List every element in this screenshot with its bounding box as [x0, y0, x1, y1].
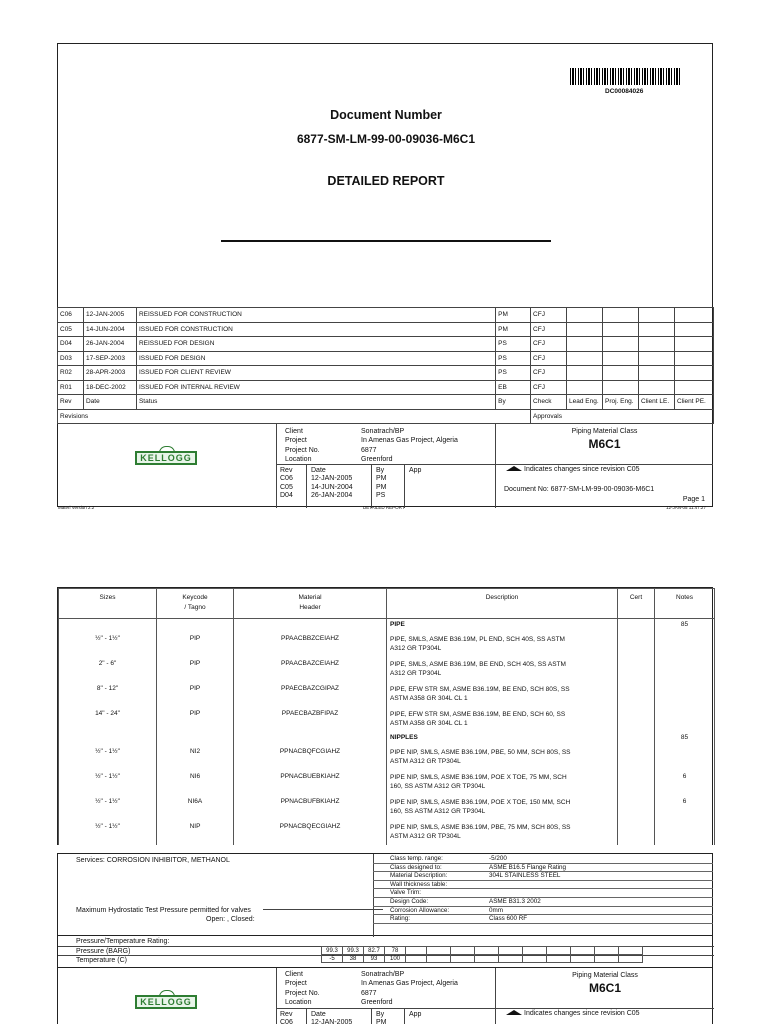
- notes-cell: [655, 707, 715, 732]
- material-cell: PPAECBAZCGIPAZ: [234, 682, 387, 707]
- description-cell: PIPE, SMLS, ASME B36.19M, PL END, SCH 40S, SS ASTM A312 GR TP304L: [387, 632, 618, 657]
- pressure-value: 99.3: [322, 947, 343, 955]
- document-number: 6877-SM-LM-99-00-09036-M6C1: [296, 132, 476, 146]
- material-cell: PPNACBQECGIAHZ: [234, 820, 387, 845]
- kellogg-logo-2: KELLOGG: [135, 995, 197, 1009]
- material-row: [59, 745, 715, 770]
- size-cell: 14" - 24": [59, 707, 157, 732]
- temperature-label: Temperature (C): [76, 957, 127, 964]
- footer-right: 12-JAN-05 11:47:27: [666, 505, 706, 510]
- change-marker-icon: [506, 466, 522, 471]
- property-value: -5/200: [489, 855, 507, 862]
- footer-mid: DETAILED REPORT: [363, 505, 405, 510]
- notes-cell: [655, 820, 715, 845]
- description-cell: PIPE, SMLS, ASME B36.19M, BE END, SCH 40S, SS ASTM A312 GR TP304L: [387, 657, 618, 682]
- size-cell: 2" - 6": [59, 657, 157, 682]
- kellogg-logo: KELLOGG: [135, 451, 197, 465]
- class-property: [373, 907, 713, 916]
- section-notes: 85: [655, 732, 715, 745]
- document-number-line: Document No: 6877-SM-LM-99-00-09036-M6C1: [504, 486, 655, 493]
- property-label: Rating:: [390, 915, 410, 923]
- keycode-cell: PIP: [157, 682, 234, 707]
- property-value: ASME B16.5 Flange Rating: [489, 863, 567, 871]
- size-cell: ½" - 1½": [59, 770, 157, 795]
- revision-row: C06 12-JAN-2005 REISSUED FOR CONSTRUCTION PM CFJ: [58, 308, 714, 323]
- section-title: NIPPLES: [387, 732, 618, 745]
- property-label: Design Code:: [390, 898, 429, 905]
- temperature-value: 93: [364, 955, 385, 963]
- cover-sheet: [57, 43, 713, 507]
- material-cell: PPNACBUFBKIAHZ: [234, 795, 387, 820]
- property-label: Wall thickness table:: [390, 880, 448, 888]
- material-cell: PPAACBBZCEIAHZ: [234, 632, 387, 657]
- revision-row: D03 17-SEP-2003 ISSUED FOR DESIGN PS CFJ: [58, 351, 714, 366]
- class-property: [373, 915, 713, 924]
- notes-cell: [655, 657, 715, 682]
- description-cell: PIPE NIP, SMLS, ASME B36.19M, PBE, 75 MM, SCH 80S, SS ASTM A312 GR TP304L: [387, 820, 618, 845]
- project-number: 6877: [361, 446, 377, 454]
- change-marker-icon-2: [506, 1010, 522, 1015]
- class-property: [373, 872, 713, 881]
- location-value: Greenford: [361, 455, 393, 463]
- description-cell: PIPE NIP, SMLS, ASME B36.19M, POE X TOE, 75 MM, SCH 160, SS ASTM A312 GR TP304L: [387, 770, 618, 795]
- property-label: Corrosion Allowance:: [390, 906, 450, 914]
- pressure-value: 78: [385, 947, 406, 955]
- barcode-number: DC00084026: [605, 88, 644, 95]
- notes-cell: 6: [655, 795, 715, 820]
- notes-cell: 6: [655, 770, 715, 795]
- material-table: [58, 588, 715, 845]
- revision-caption-row: [58, 409, 714, 424]
- property-value: 0mm: [489, 906, 503, 914]
- page-number: Page 1: [682, 496, 705, 503]
- title-rule: [221, 240, 551, 242]
- description-cell: PIPE, EFW STR SM, ASME B36.19M, BE END, SCH 60, SS ASTM A358 GR 304L CL 1: [387, 707, 618, 732]
- material-cell: PPNACBQFCGIAHZ: [234, 745, 387, 770]
- property-label: Material Description:: [390, 872, 448, 880]
- open-closed: Open: , Closed:: [206, 916, 255, 923]
- report-title: DETAILED REPORT: [327, 174, 445, 188]
- revisions-label: Revisions: [58, 409, 531, 424]
- pt-table: [321, 946, 643, 963]
- property-value: 304L STAINLESS STEEL: [489, 872, 561, 880]
- property-label: Class temp. range:: [390, 855, 443, 862]
- title-block-2: KELLOGG Client Project Project No. Location Sonatrach/BP In Amenas Gas Project, Algeria 6877 Greenford Piping Material Class M6C1 Rev C06 Date 12-JAN-2005 By PM App Indicates changes since revision C05: [57, 967, 713, 1024]
- size-cell: ½" - 1½": [59, 632, 157, 657]
- revision-row: D04 26-JAN-2004 REISSUED FOR DESIGN PS CFJ: [58, 337, 714, 352]
- class-property: [373, 889, 713, 898]
- approvals-label: Approvals: [531, 409, 714, 424]
- section-notes: 85: [655, 619, 715, 632]
- pmc-label: Piping Material Class: [571, 428, 638, 435]
- class-property: [373, 864, 713, 873]
- class-property: [373, 881, 713, 890]
- revision-header-row: Rev Date Status By Check Lead Eng. Proj. Eng. Client LE. Client PE.: [58, 395, 714, 410]
- footer-left: Materi Version 2.2: [58, 505, 95, 510]
- services-block: [57, 853, 713, 936]
- size-cell: ½" - 1½": [59, 795, 157, 820]
- keycode-cell: PIP: [157, 707, 234, 732]
- property-label: Valve Trim:: [390, 889, 422, 897]
- services-line: Services: CORROSION INHIBITOR, METHANOL: [76, 857, 230, 864]
- section-row: [59, 732, 715, 745]
- changes-note: Indicates changes since revision C05: [524, 466, 640, 473]
- property-label: Class designed to:: [390, 863, 442, 871]
- keycode-cell: NIP: [157, 820, 234, 845]
- pressure-value: 99.3: [343, 947, 364, 955]
- pt-rating-label: Pressure/Temperature Rating:: [76, 938, 170, 945]
- keycode-cell: NI6: [157, 770, 234, 795]
- property-value: Class 600 RF: [489, 915, 528, 923]
- project-value: In Amenas Gas Project, Algeria: [361, 437, 458, 445]
- pt-rating: [57, 936, 713, 968]
- revision-row: R01 18-DEC-2002 ISSUED FOR INTERNAL REVIEW EB CFJ: [58, 380, 714, 395]
- section-row: [59, 619, 715, 632]
- description-cell: PIPE, EFW STR SM, ASME B36.19M, BE END, SCH 80S, SS ASTM A358 GR 304L CL 1: [387, 682, 618, 707]
- keycode-cell: NI6A: [157, 795, 234, 820]
- material-header-row: Sizes Keycode / Tagno Material Header Description Cert Notes: [59, 589, 715, 619]
- material-row: [59, 632, 715, 657]
- material-row: [59, 682, 715, 707]
- client-value: Sonatrach/BP: [361, 428, 405, 435]
- revision-table: [57, 307, 714, 424]
- material-row: [59, 707, 715, 732]
- size-cell: ½" - 1½": [59, 820, 157, 845]
- pressure-value: 82.7: [364, 947, 385, 955]
- barcode: [570, 68, 682, 85]
- revision-row: C05 14-JUN-2004 ISSUED FOR CONSTRUCTION PM CFJ: [58, 322, 714, 337]
- property-value: ASME B31.3 2002: [489, 898, 541, 905]
- material-cell: PPAACBAZCEIAHZ: [234, 657, 387, 682]
- material-row: [59, 795, 715, 820]
- material-row: [59, 820, 715, 845]
- material-sheet: [57, 587, 713, 845]
- notes-cell: [655, 682, 715, 707]
- material-cell: PPAECBAZBFIPAZ: [234, 707, 387, 732]
- material-cell: PPNACBUEBKIAHZ: [234, 770, 387, 795]
- temperature-value: 100: [385, 955, 406, 963]
- material-row: [59, 770, 715, 795]
- notes-cell: [655, 745, 715, 770]
- revision-row: R02 28-APR-2003 ISSUED FOR CLIENT REVIEW PS CFJ: [58, 366, 714, 381]
- size-cell: ½" - 1½": [59, 745, 157, 770]
- material-row: [59, 657, 715, 682]
- keycode-cell: PIP: [157, 632, 234, 657]
- temperature-value: -5: [322, 955, 343, 963]
- title-block: KELLOGG Client Project Project No. Location Sonatrach/BP In Amenas Gas Project, Algeria 6877 Greenford Piping Material Class M6C1 Rev C06 C05 D04 Date 12-JAN-2005 14-JUN-2004 26-JAN-2004 By PM PM PS App Indicates changes since revision C05 Document No: 6877-SM-LM-99-00-09036-M6C1 Page 1: [58, 423, 713, 507]
- keycode-cell: PIP: [157, 657, 234, 682]
- pmc-code: M6C1: [588, 437, 621, 451]
- document-number-label: Document Number: [330, 108, 442, 122]
- temperature-value: 38: [343, 955, 364, 963]
- size-cell: 8" - 12": [59, 682, 157, 707]
- pressure-label: Pressure (BARG): [76, 948, 131, 955]
- notes-cell: [655, 632, 715, 657]
- hydro-test-label: Maximum Hydrostatic Test Pressure permitted for valves: [76, 907, 251, 914]
- class-property: [373, 898, 713, 907]
- section-title: PIPE: [387, 619, 618, 632]
- keycode-cell: NI2: [157, 745, 234, 770]
- class-property: [373, 855, 713, 864]
- description-cell: PIPE NIP, SMLS, ASME B36.19M, POE X TOE, 150 MM, SCH 160, SS ASTM A312 GR TP304L: [387, 795, 618, 820]
- description-cell: PIPE NIP, SMLS, ASME B36.19M, PBE, 50 MM, SCH 80S, SS ASTM A312 GR TP304L: [387, 745, 618, 770]
